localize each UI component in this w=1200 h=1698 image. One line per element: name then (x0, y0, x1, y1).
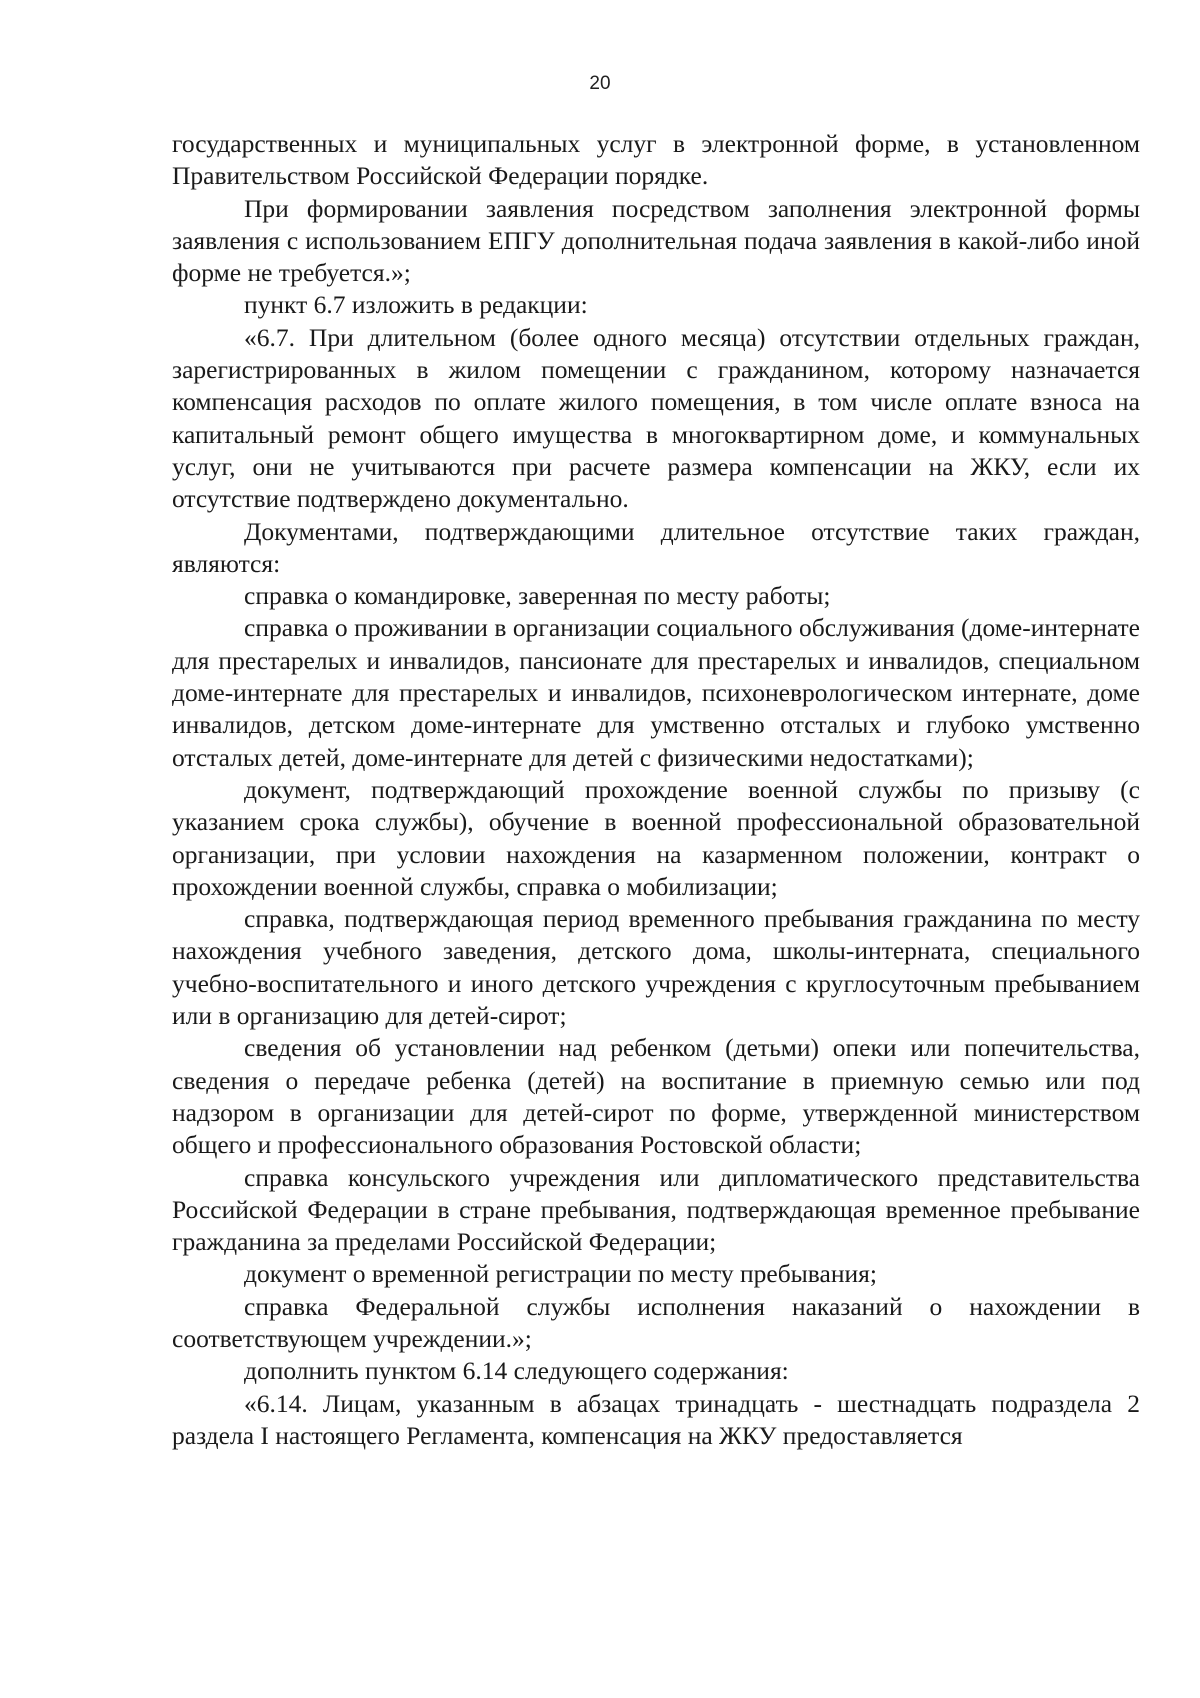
list-item-military-service: документ, подтверждающий прохождение военной службы по призыву (с указанием срока службы), обучение в военной профессиональной образовательной организации, при условии нахождения на казарменном положении, контракт о прохождении военной службы, справка о мобилизации; (172, 774, 1140, 901)
list-item-guardianship: сведения об установлении над ребенком (детьми) опеки или попечительства, сведения о передаче ребенка (детей) на воспитание в приемную семью или под надзором в организации для детей-сирот по форме, утвержденной министерством общего и профессионального образования Ростовской области; (172, 1033, 1140, 1160)
paragraph-amend-6-7: пункт 6.7 изложить в редакции: (244, 290, 588, 320)
list-item-penitentiary: справка Федеральной службы исполнения наказаний о нахождении в соответствующем учреждении.»; (172, 1291, 1140, 1353)
list-item-business-trip: справка о командировке, заверенная по месту работы; (244, 581, 831, 611)
document-body (172, 128, 1140, 1452)
paragraph-clause-6-14: «6.14. Лицам, указанным в абзацах тринадцать - шестнадцать подраздела 2 раздела I настоящего Регламента, компенсация на ЖКУ предоставляется (172, 1388, 1140, 1450)
list-item-temporary-stay: справка, подтверждающая период временного пребывания гражданина по месту нахождения учебного заведения, детского дома, школы-интерната, специального учебно-воспитательного и иного детского учреждения с круглосуточным пребыванием или в организацию для детей-сирот; (172, 904, 1140, 1031)
paragraph-clause-6-7: «6.7. При длительном (более одного месяца) отсутствии отдельных граждан, зарегистрированных в жилом помещении с гражданином, которому назначается компенсация расходов по оплате жилого помещения, в том числе оплате взноса на капитальный ремонт общего имущества в многоквартирном доме, и коммунальных услуг, они не учитываются при расчете размера компенсации на ЖКУ, если их отсутствие подтверждено документально. (172, 322, 1140, 514)
list-item-consular: справка консульского учреждения или дипломатического представительства Российской Федерации в стране пребывания, подтверждающая временное пребывание гражданина за пределами Российской Федерации; (172, 1162, 1140, 1257)
paragraph-epgu-application: При формировании заявления посредством заполнения электронной формы заявления с использованием ЕПГУ дополнительная подача заявления в какой-либо иной форме не требуется.»; (172, 193, 1140, 288)
list-item-social-care: справка о проживании в организации социального обслуживания (доме-интернате для престарелых и инвалидов, пансионате для престарелых и инвалидов, специальном доме-интернате для престарелых и инвалидов, психоневрологическом интернате, доме инвалидов, детском доме-интернате для умственно отсталых и глубоко умственно отсталых детей, доме-интернате для детей с физическими недостатками); (172, 613, 1140, 772)
paragraph-add-6-14: дополнить пунктом 6.14 следующего содержания: (244, 1356, 789, 1386)
paragraph-documents-intro: Документами, подтверждающими длительное отсутствие таких граждан, являются: (172, 516, 1140, 578)
list-item-temporary-registration: документ о временной регистрации по месту пребывания; (244, 1259, 877, 1289)
paragraph-continuation: государственных и муниципальных услуг в электронной форме, в установленном Правительством Российской Федерации порядке. (172, 129, 1140, 191)
page-number: 20 (589, 73, 611, 94)
